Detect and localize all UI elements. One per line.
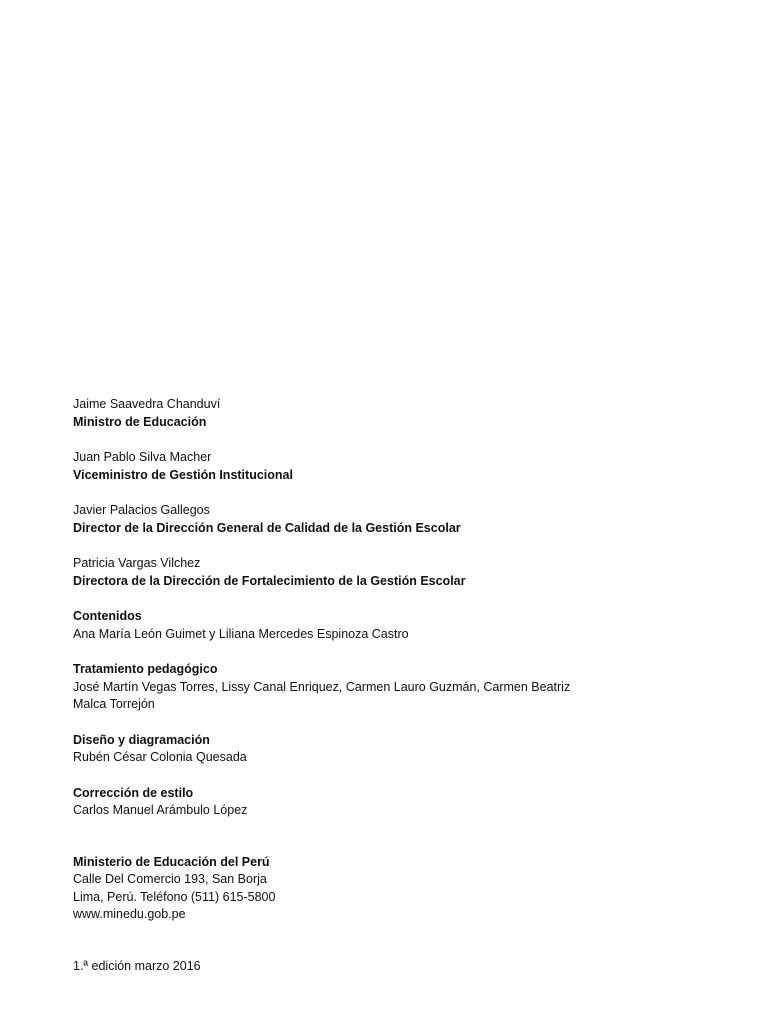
credit-people: Rubén César Colonia Quesada <box>73 750 247 764</box>
publisher-website: www.minedu.gob.pe <box>73 907 186 921</box>
edition-text: 1.ª edición marzo 2016 <box>73 958 201 973</box>
credit-heading: Tratamiento pedagógico <box>73 662 218 676</box>
credit-people: José Martín Vegas Torres, Lissy Canal Enriquez, Carmen Lauro Guzmán, Carmen Beatriz <box>73 679 571 694</box>
credit-block-contenidos <box>73 608 593 643</box>
authority-block <box>73 396 593 431</box>
edition-block <box>73 958 593 976</box>
credits-page <box>73 396 593 993</box>
authority-role: Viceministro de Gestión Institucional <box>73 467 293 482</box>
authority-name: Juan Pablo Silva Macher <box>73 450 212 464</box>
publisher-name: Ministerio de Educación del Perú <box>73 854 270 869</box>
credit-heading: Corrección de estilo <box>73 785 194 800</box>
credit-people: Carlos Manuel Arámbulo López <box>73 803 248 817</box>
credit-block-diseno <box>73 732 593 767</box>
publisher-address: Calle Del Comercio 193, San Borja <box>73 872 267 886</box>
authority-name: Patricia Vargas Vilchez <box>73 556 201 570</box>
authority-name: Jaime Saavedra Chanduví <box>73 397 221 411</box>
credit-people-continued: Malca Torrejón <box>73 697 155 711</box>
credit-people: Ana María León Guimet y Liliana Mercedes Espinoza Castro <box>73 626 409 641</box>
authority-name: Javier Palacios Gallegos <box>73 503 210 517</box>
authority-block <box>73 555 593 590</box>
publisher-city-phone: Lima, Perú. Teléfono (511) 615-5800 <box>73 889 276 904</box>
publisher-block <box>73 854 593 924</box>
authority-role: Directora de la Dirección de Fortalecimiento de la Gestión Escolar <box>73 573 466 588</box>
credit-heading: Contenidos <box>73 609 142 623</box>
authority-role: Ministro de Educación <box>73 414 207 429</box>
authority-block <box>73 449 593 484</box>
authority-block <box>73 502 593 537</box>
credit-block-correccion <box>73 785 593 820</box>
credit-heading: Diseño y diagramación <box>73 732 210 747</box>
credit-block-tratamiento <box>73 661 593 714</box>
authority-role: Director de la Dirección General de Calidad de la Gestión Escolar <box>73 520 461 535</box>
